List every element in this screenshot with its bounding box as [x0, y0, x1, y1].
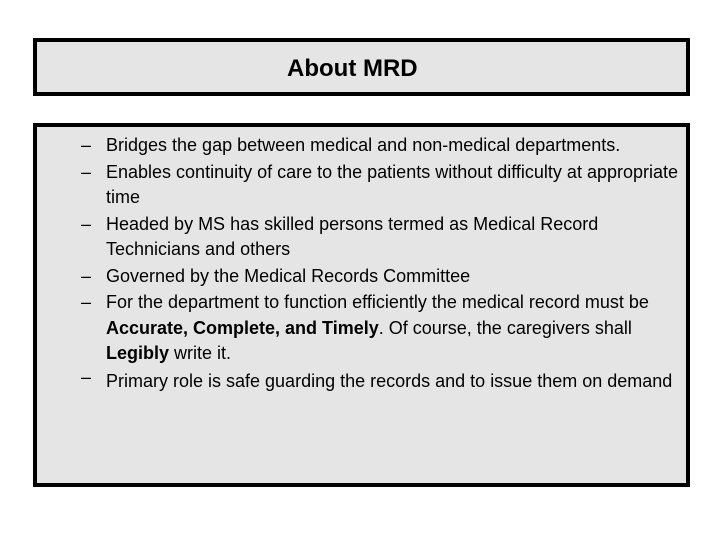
bullet-text: Bridges the gap between medical and non-medical departments.	[106, 135, 621, 155]
bullet-text: Enables continuity of care to the patients without difficulty at appropriate time	[106, 161, 679, 207]
bullet-text: Primary role is safe guarding the records and to issue them on demand	[106, 370, 673, 391]
bullet-text-segment: . Of course, the caregivers shall	[378, 317, 632, 338]
bullet-text	[106, 292, 649, 363]
bullet-text-segment: For the department to function efficiently the medical record must be	[106, 292, 649, 312]
bullet-item	[81, 160, 686, 211]
bullet-dash: –	[81, 135, 92, 155]
bullet-dash: –	[81, 292, 92, 312]
slide-title: About MRD	[287, 55, 418, 82]
bullet-dash: –	[81, 366, 92, 387]
bullet-dash: –	[81, 213, 92, 234]
bullet-item	[81, 212, 686, 263]
bullet-bold-text: Legibly	[106, 343, 170, 363]
bullet-dash: –	[81, 265, 92, 286]
bullet-text-segment: write it.	[169, 343, 232, 363]
bullet-item	[81, 133, 686, 159]
bullet-bold-text: Accurate, Complete, and Timely	[106, 317, 379, 338]
bullet-list	[81, 133, 686, 398]
bullet-text: Headed by MS has skilled persons termed as Medical Record Technicians and others	[106, 213, 599, 259]
bullet-dash: –	[81, 161, 92, 182]
bullet-text: Governed by the Medical Records Committee	[106, 265, 471, 286]
bullet-item	[81, 264, 686, 290]
content-box	[33, 123, 690, 487]
bullet-item	[81, 290, 686, 367]
title-box	[33, 38, 690, 96]
bullet-item	[81, 365, 686, 397]
